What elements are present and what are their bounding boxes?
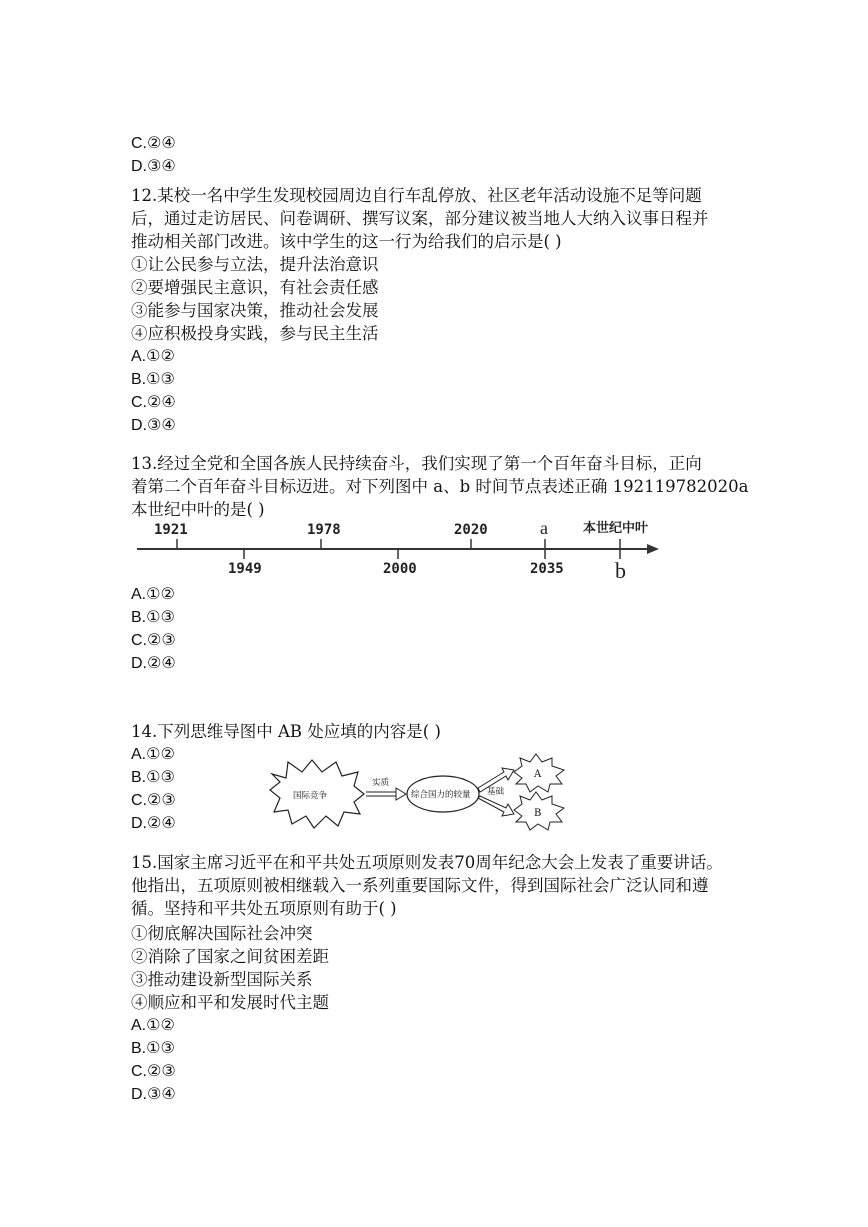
source-label: 国际竞争 [293,791,328,801]
q15-stem-line-2: 他指出，五项原则被相继载入一系列重要国际文件，得到国际社会广泛认同和遵 [131,876,709,895]
q11-option-d: D.③④ [131,158,176,175]
q13-stem-line-2: 着第二个百年奋斗目标迈进。对下列图中 a、b 时间节点表述正确 192119782020a [131,477,749,496]
q12-stem-line-2: 后，通过走访居民、问卷调研、撰写议案，部分建议被当地人大纳入议事日程并 [131,209,709,228]
q14-option-d: D.②④ [131,815,176,832]
timeline-arrowhead [647,544,659,554]
q15-statement-3: ③推动建设新型国际关系 [131,970,313,989]
q12-option-c: C.②④ [131,394,176,411]
q14-option-a: A.①② [131,746,175,763]
q12-stem-line-1: 12.某校一名中学生发现校园周边自行车乱停放、社区老年活动设施不足等问题 [131,186,702,205]
q13-timeline-figure [131,512,661,587]
label-1978: 1978 [307,522,341,538]
q11-option-c: C.②④ [131,135,176,152]
q13-option-d: D.②④ [131,655,176,672]
label-1921: 1921 [154,522,188,538]
q12-statement-1: ①让公民参与立法，提升法治意识 [131,255,379,274]
arrow-head [396,788,406,800]
label-1949: 1949 [228,561,262,577]
q13-stem-line-1: 13.经过全党和全国各族人民持续奋斗，我们实现了第一个百年奋斗目标，正向 [131,454,702,473]
q15-statement-2: ②消除了国家之间贫困差距 [131,947,329,966]
q12-option-a: A.①② [131,348,175,365]
q15-option-c: C.②③ [131,1063,176,1080]
q13-stem-line-3: 本世纪中叶的是( ) [131,500,265,519]
q12-option-b: B.①③ [131,371,175,388]
q14-option-b: B.①③ [131,769,175,786]
q13-option-c: C.②③ [131,632,176,649]
q13-option-a: A.①② [131,586,175,603]
label-2000: 2000 [383,561,417,577]
q15-stem-line-3: 循。坚持和平共处五项原则有助于( ) [131,899,397,918]
q12-statement-4: ④应积极投身实践，参与民主生活 [131,324,379,343]
q15-statement-1: ①彻底解决国际社会冲突 [131,924,313,943]
q15-option-a: A.①② [131,1017,175,1034]
label-mid-century: 本世纪中叶 [583,521,649,536]
node-a-label: A [534,769,542,780]
q15-statement-4: ④顺应和平和发展时代主题 [131,993,329,1012]
center-label: 综合国力的较量 [411,790,471,800]
q12-option-d: D.③④ [131,417,176,434]
arrow-label: 实质 [372,778,390,788]
q12-statement-3: ③能参与国家决策，推动社会发展 [131,301,379,320]
label-2035: 2035 [530,561,564,577]
q13-option-b: B.①③ [131,609,175,626]
branch-label: 基础 [487,787,505,797]
node-b-label: B [534,808,542,819]
q12-statement-2: ②要增强民主意识，有社会责任感 [131,278,379,297]
q14-mind-map-figure [268,752,568,832]
label-2020: 2020 [454,522,488,538]
q15-option-b: B.①③ [131,1040,175,1057]
q15-option-d: D.③④ [131,1086,176,1103]
label-a: a [540,518,548,538]
q15-stem-line-1: 15.国家主席习近平在和平共处五项原则发表70周年纪念大会上发表了重要讲话。 [131,853,723,872]
label-b: b [615,558,626,583]
q14-option-c: C.②③ [131,792,176,809]
branch-arrow-b [478,796,514,816]
q14-stem: 14.下列思维导图中 AB 处应填的内容是( ) [131,722,441,741]
q12-stem-line-3: 推动相关部门改进。该中学生的这一行为给我们的启示是( ) [131,232,562,251]
